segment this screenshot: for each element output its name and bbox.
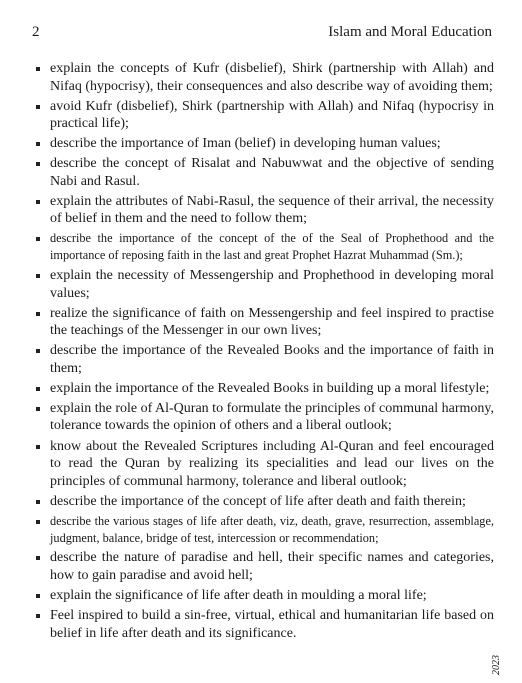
edition-year: 2023 — [491, 655, 502, 675]
list-item-text: describe the importance of Iman (belief) in developing human values; — [50, 136, 441, 152]
page-number: 2 — [32, 24, 40, 40]
list-item — [36, 98, 494, 133]
list-item — [36, 400, 494, 435]
list-item-text: know about the Revealed Scriptures including Al-Quran and feel encouraged to read the Quran by realizing its specialities and lead our lives on the principles of communal harmony, tolerance and liberal outlook; — [50, 438, 494, 489]
list-item-text: avoid Kufr (disbelief), Shirk (partnership with Allah) and Nifaq (hypocrisy in practical life); — [50, 98, 494, 132]
bullet-icon — [36, 500, 40, 504]
list-item — [36, 607, 494, 642]
bullet-icon — [36, 105, 40, 109]
bullet-icon — [36, 594, 40, 598]
bullet-icon — [36, 274, 40, 278]
bullet-icon — [36, 349, 40, 353]
list-item-text: describe the various stages of life after death, viz, death, grave, resurrection, assemblage, judgment, balance, bridge of test, intercession or recommendation; — [50, 513, 494, 545]
list-item-text: explain the concepts of Kufr (disbelief), Shirk (partnership with Allah) and Nifaq (hypocrisy), their consequences and also describe way of avoiding them; — [50, 61, 494, 94]
list-item — [36, 230, 494, 264]
objectives-list — [36, 60, 494, 645]
bullet-icon — [36, 142, 40, 146]
page-header — [32, 24, 492, 46]
bullet-icon — [36, 387, 40, 391]
list-item-text: explain the necessity of Messengership and Prophethood in developing moral values; — [50, 268, 494, 301]
running-title: Islam and Moral Education — [328, 24, 492, 40]
list-item-text: explain the significance of life after death in moulding a moral life; — [50, 587, 427, 603]
list-item — [36, 135, 494, 153]
list-item — [36, 193, 494, 228]
bullet-icon — [36, 445, 40, 449]
list-item-text: describe the importance of the concept of life after death and faith therein; — [50, 493, 466, 509]
list-item — [36, 513, 494, 547]
list-item — [36, 155, 494, 190]
list-item-text: describe the concept of Risalat and Nabuwwat and the objective of sending Nabi and Rasul. — [50, 156, 494, 189]
list-item — [36, 549, 494, 584]
list-item — [36, 493, 494, 511]
bullet-icon — [36, 556, 40, 560]
bullet-icon — [36, 162, 40, 166]
list-item — [36, 60, 494, 95]
list-item-text: explain the role of Al-Quran to formulate the principles of communal harmony, tolerance towards the opinion of others and a liberal outlook; — [50, 400, 494, 434]
bullet-icon — [36, 312, 40, 316]
bullet-icon — [36, 407, 40, 411]
list-item-text: realize the significance of faith on Messengership and feel inspired to practise the teachings of the Messenger in our own lives; — [50, 305, 494, 339]
list-item-text: describe the importance of the concept of the of the Seal of Prophethood and the importance of reposing faith in the last and great Prophet Hazrat Muhammad (Sm.); — [50, 231, 494, 263]
bullet-icon — [36, 67, 40, 71]
bullet-icon — [36, 614, 40, 618]
list-item — [36, 267, 494, 302]
list-item — [36, 380, 494, 398]
list-item — [36, 587, 494, 605]
bullet-icon — [36, 200, 40, 204]
bullet-icon — [36, 237, 40, 241]
list-item-text: explain the attributes of Nabi-Rasul, the sequence of their arrival, the necessity of belief in them and the need to follow them; — [50, 193, 494, 227]
list-item-text: Feel inspired to build a sin-free, virtual, ethical and humanitarian life based on belief in life after death and its significance. — [50, 608, 494, 641]
list-item — [36, 305, 494, 340]
list-item-text: describe the importance of the Revealed Books and the importance of faith in them; — [50, 343, 494, 376]
list-item-text: describe the nature of paradise and hell, their specific names and categories, how to gain paradise and avoid hell; — [50, 550, 494, 583]
list-item — [36, 342, 494, 377]
list-item — [36, 438, 494, 491]
list-item-text: explain the importance of the Revealed Books in building up a moral lifestyle; — [50, 380, 490, 396]
bullet-icon — [36, 520, 40, 524]
